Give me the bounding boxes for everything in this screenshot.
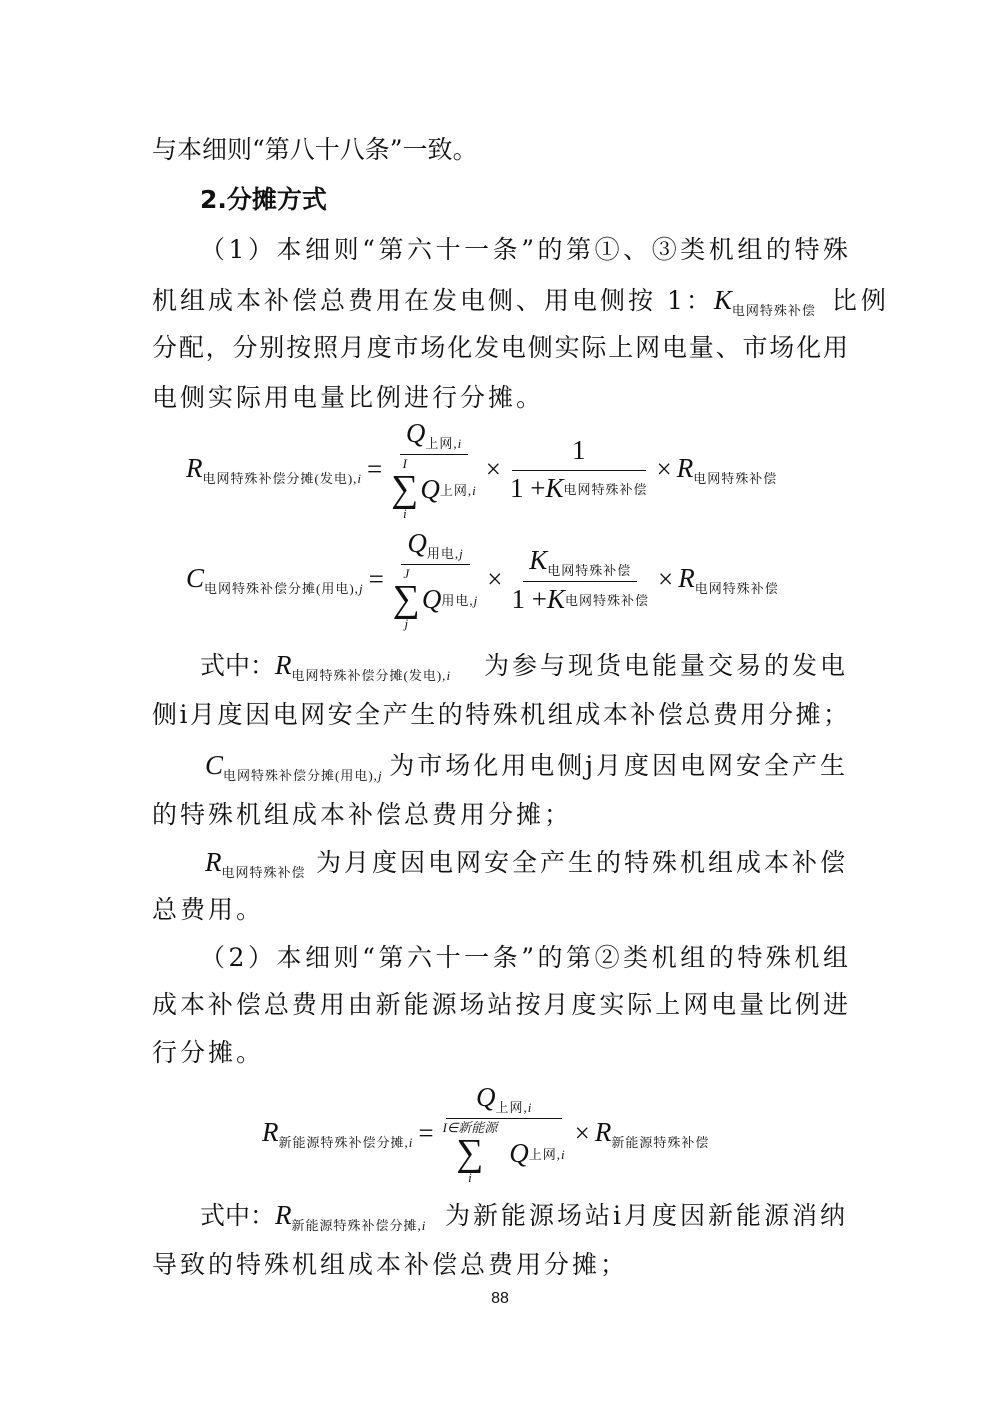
text-line: 分配，分别按照月度市场化发电侧实际上网电量、市场化用 bbox=[152, 333, 848, 362]
formula-new-energy-share: $R_{新能源特殊补偿分摊,i}$ = $Q_{上网,i}$ I∈新能源 ∑ i Q 上网,i × $R_{新能源特殊补偿}$ bbox=[262, 1082, 710, 1185]
page-number: 88 bbox=[491, 1290, 509, 1307]
text-line: 与本细则“第八十八条”一致。 bbox=[152, 135, 478, 164]
formula-generation-share: $R_{电网特殊补偿分摊(发电),i}$ = $Q_{上网,i}$ I ∑ i Q 上网,i × 1 1 + K 电网特殊补偿 × $R_{电网特殊补偿}$ bbox=[186, 418, 778, 521]
section-heading: 2.分摊方式 bbox=[200, 185, 327, 214]
text-line: $C_{电网特殊补偿分摊(用电),j}$ 为市场化用电侧j月度因电网安全产生 bbox=[205, 750, 848, 783]
text-line: （1）本细则“第六十一条”的第①、③类机组的特殊 bbox=[200, 235, 848, 264]
text-line: 导致的特殊机组成本补偿总费用分摊； bbox=[152, 1250, 629, 1279]
text-line: 成本补偿总费用由新能源场站按月度实际上网电量比例进 bbox=[152, 990, 848, 1019]
text-line: 式中：$R_{新能源特殊补偿分摊,i}$ 为新能源场站i月度因新能源消纳 bbox=[200, 1200, 848, 1233]
text: 机组成本补偿总费用在发电侧、用电侧按 1： bbox=[152, 286, 714, 315]
text-line: 电侧实际用电量比例进行分摊。 bbox=[152, 383, 545, 412]
text-line bbox=[152, 283, 890, 328]
text-line: 侧i月度因电网安全产生的特殊机组成本补偿总费用分摊； bbox=[152, 700, 848, 729]
text: 比例 bbox=[831, 286, 890, 315]
formula-consumption-share: $C_{电网特殊补偿分摊(用电),j}$ = $Q_{用电,j}$ J ∑ j Q 用电,j × $K_{电网特殊补偿}$ 1 + K 电网特殊补偿 × $R_{电网特殊补偿}$ bbox=[186, 528, 779, 631]
text-line: $R_{电网特殊补偿}$ 为月度因电网安全产生的特殊机组成本补偿 bbox=[205, 847, 848, 880]
text-line: （2）本细则“第六十一条”的第②类机组的特殊机组 bbox=[200, 943, 848, 972]
text-line: 行分摊。 bbox=[152, 1038, 265, 1067]
text-line: 的特殊机组成本补偿总费用分摊； bbox=[152, 800, 573, 829]
text-line: 总费用。 bbox=[152, 895, 265, 924]
math-K: $K_{电网特殊补偿}$ bbox=[713, 285, 816, 318]
text-line: 式中：$R_{电网特殊补偿分摊(发电),i}$ 为参与现货电能量交易的发电 bbox=[200, 650, 848, 683]
